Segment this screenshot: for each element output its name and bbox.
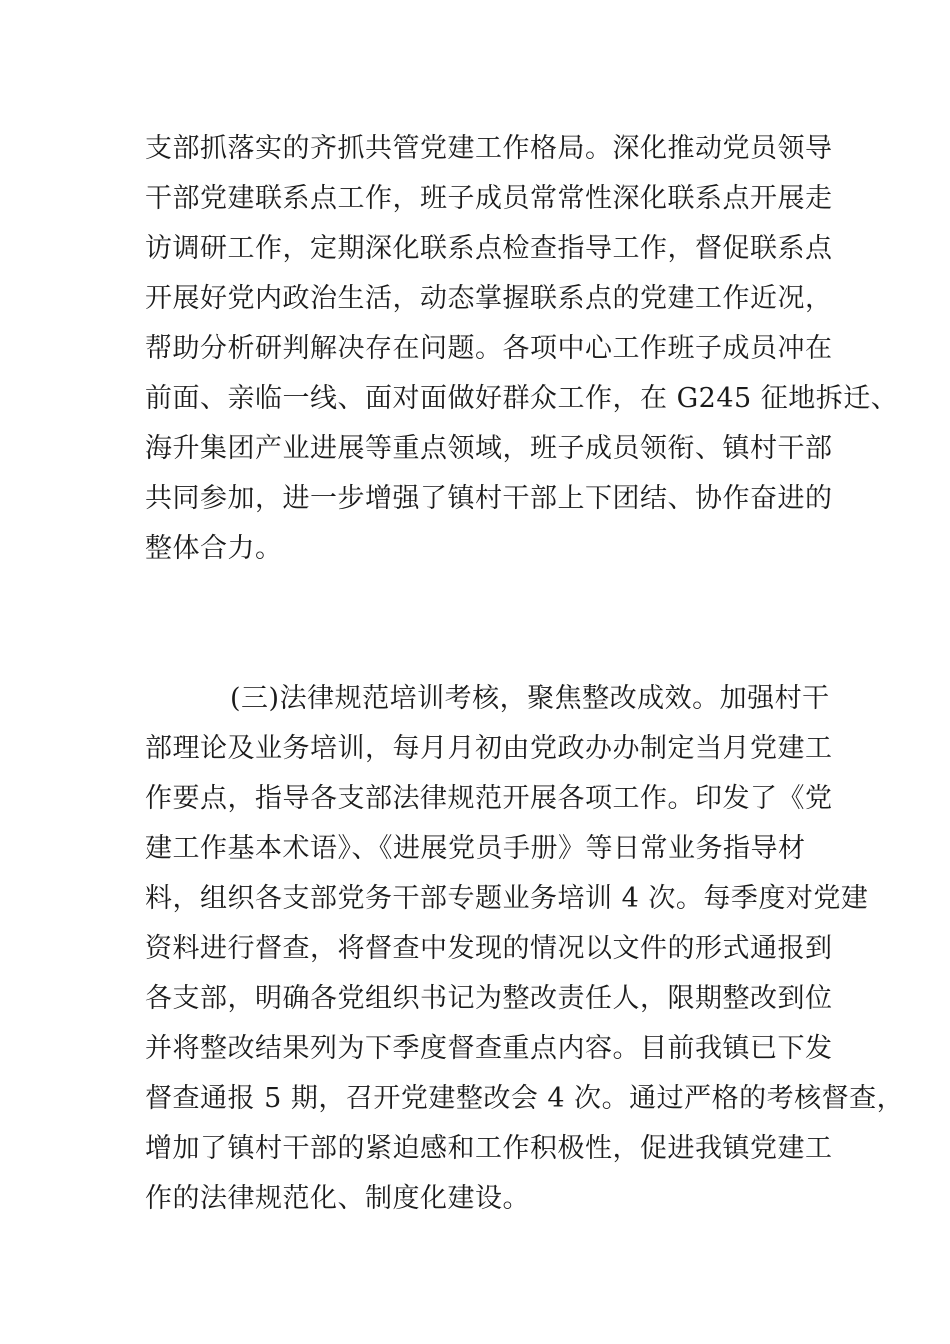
paragraph-1-line-9: 整体合力。	[145, 533, 283, 564]
paragraph-2-line-11: 作的法律规范化、制度化建设。	[145, 1183, 530, 1214]
paragraph-2-line-8: 并将整改结果列为下季度督查重点内容。目前我镇已下发	[145, 1033, 833, 1064]
paragraph-2-line-7: 各支部，明确各党组织书记为整改责任人，限期整改到位	[145, 983, 833, 1014]
paragraph-2-line-3: 作要点，指导各支部法律规范开展各项工作。印发了《党	[145, 783, 833, 814]
paragraph-1-line-8: 共同参加，进一步增强了镇村干部上下团结、协作奋进的	[145, 483, 833, 514]
paragraph-2-line-1: (三)法律规范培训考核，聚焦整改成效。加强村干	[230, 683, 830, 714]
paragraph-2-line-2: 部理论及业务培训，每月月初由党政办办制定当月党建工	[145, 733, 833, 764]
paragraph-1-line-2: 干部党建联系点工作，班子成员常常性深化联系点开展走	[145, 183, 833, 214]
paragraph-1-line-4: 开展好党内政治生活，动态掌握联系点的党建工作近况，	[145, 283, 833, 314]
paragraph-2-line-9: 督查通报 5 期，召开党建整改会 4 次。通过严格的考核督查，	[145, 1083, 905, 1114]
paragraph-2-line-5: 料，组织各支部党务干部专题业务培训 4 次。每季度对党建	[145, 883, 869, 914]
paragraph-2-line-4: 建工作基本术语》、《进展党员手册》等日常业务指导材	[145, 833, 806, 864]
paragraph-1-line-5: 帮助分析研判解决存在问题。各项中心工作班子成员冲在	[145, 333, 833, 364]
paragraph-2-line-10: 增加了镇村干部的紧迫感和工作积极性，促进我镇党建工	[145, 1133, 833, 1164]
paragraph-1-line-7: 海升集团产业进展等重点领域，班子成员领衔、镇村干部	[145, 433, 833, 464]
paragraph-1-line-1: 支部抓落实的齐抓共管党建工作格局。深化推动党员领导	[145, 133, 833, 164]
paragraph-1-line-3: 访调研工作，定期深化联系点检查指导工作，督促联系点	[145, 233, 833, 264]
paragraph-2-line-6: 资料进行督查，将督查中发现的情况以文件的形式通报到	[145, 933, 833, 964]
paragraph-1-line-6: 前面、亲临一线、面对面做好群众工作，在 G245 征地拆迁、	[145, 383, 899, 414]
